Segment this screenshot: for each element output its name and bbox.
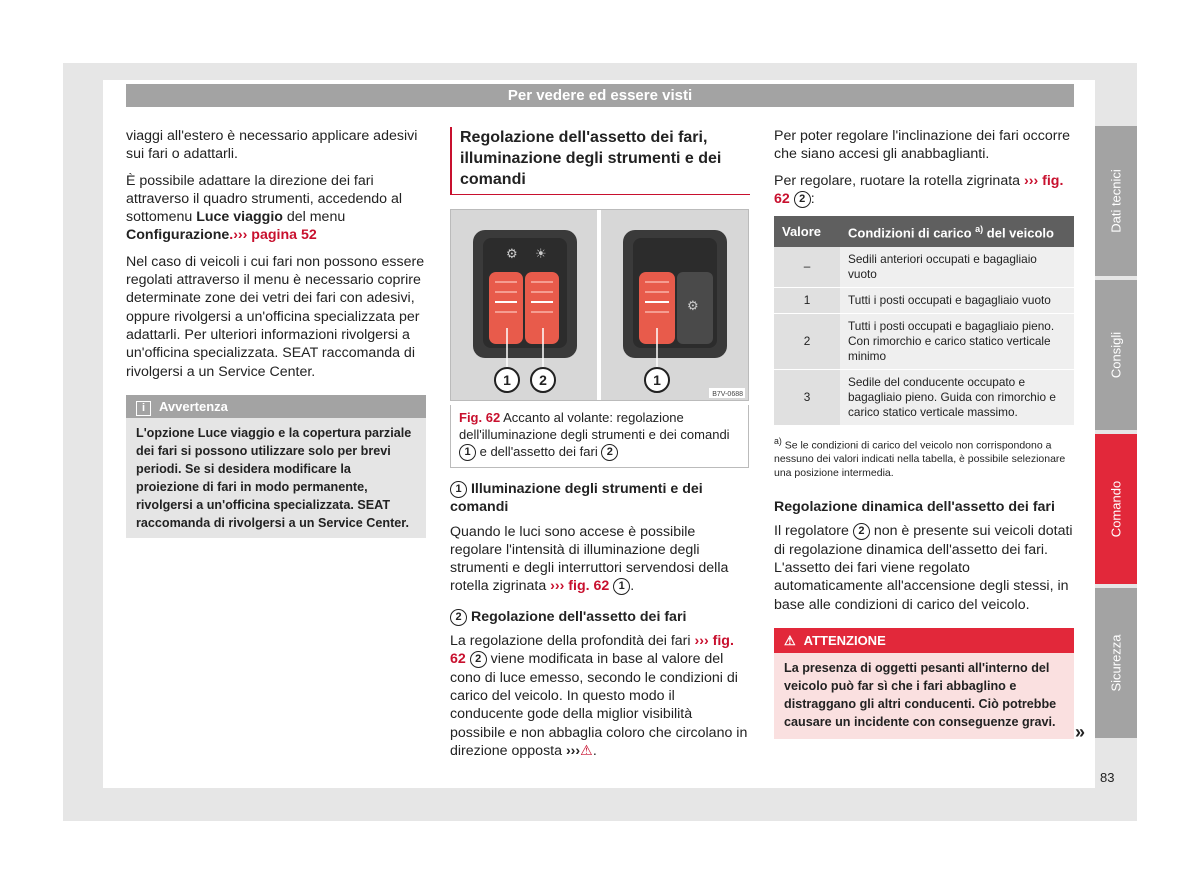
svg-text:☀: ☀ (535, 247, 547, 262)
table-header-conditions: Condizioni di carico $^{a)}$ del veicolo (840, 216, 1074, 246)
figure-label: Fig. 62 (459, 410, 501, 425)
text: Il regolatore (774, 523, 853, 540)
warning-header (774, 628, 1074, 653)
text: Illuminazione degli strumenti e dei comandi (450, 481, 703, 516)
text: non è presente sui veicoli dotati di regolazione dinamica dell'assetto dei fari. L'assetto dei fari viene regolato automaticamente all'accensione degli stessi, in base alle condizioni di carico del veicolo. (774, 523, 1073, 613)
paragraph: viaggi all'estero è necessario applicare adesivi sui fari o adattarli. (126, 128, 418, 163)
table-cell: 3 (774, 369, 840, 425)
column-middle (450, 127, 750, 768)
callout-2: 2 (539, 372, 547, 388)
paragraph: Il regolatore 2 non è presente sui veicoli dotati di regolazione dinamica dell'assetto dei fari. L'assetto dei fari viene regolato automaticamente all'accensione degli stessi, in base alle condizioni di carico del veicolo. (774, 523, 1073, 613)
figure-code: B7V-0688 (712, 391, 743, 398)
table-cell: – (774, 247, 840, 288)
menu-name: Luce viaggio (196, 209, 283, 226)
section-title: Regolazione dell'assetto dei fari, illuminazione degli strumenti e dei comandi (450, 127, 750, 195)
warning-triangle-icon: ⚠ (580, 742, 593, 759)
warning-title: ATTENZIONE (803, 632, 886, 648)
warning-box (774, 628, 1074, 739)
figure-reference-link[interactable]: ››› fig. 62 (774, 172, 1064, 207)
text: La regolazione della profondità dei fari (450, 633, 695, 650)
table-row (774, 313, 1074, 369)
figure-caption: Fig. 62 Accanto al volante: regolazione dell'illuminazione degli strumenti e dei comandi 1 e dell'assetto dei fari 2 (450, 405, 749, 468)
table-cell: Tutti i posti occupati e bagagliaio pieno. Con rimorchio e carico statico verticale minimo (840, 313, 1074, 369)
note-box (126, 395, 426, 538)
page-number: 83 (1100, 770, 1115, 785)
paragraph: La regolazione della profondità dei fari ››› fig. 62 2 viene modificata in base al valore del cono di luce emesso, secondo le condizioni di carico del veicolo. In questo modo il conducente gode della miglior visibilità possibile e non abbaglia coloro che circolano in direzione opposta ›››⚠. (450, 633, 748, 759)
note-text: L'opzione Luce viaggio e la copertura parziale dei fari si possono utilizzare solo per brevi periodi. Se si desidera modificare la proiezione di fari in modo permanente, rivolgersi a un'officina specializzata. SEAT raccomanda di rivolgersi a un Service Center. (136, 425, 412, 530)
column-left (126, 127, 426, 538)
footnote-mark: a) (774, 435, 782, 446)
table-row (774, 369, 1074, 425)
text: Quando le luci sono accese è possibile regolare l'intensità di illuminazione degli strumenti e degli interruttori servendosi della rotella zigrinata (450, 523, 729, 595)
note-title: Avvertenza (159, 398, 228, 414)
table-cell: Sedile del conducente occupato e bagagliaio pieno. Guida con rimorchio e carico statico verticale massimo. (840, 369, 1074, 425)
paragraph: Nel caso di veicoli i cui fari non possono essere regolati attraverso il menu è necessario coprire determinate zone dei vetri dei fari con adesivi, oppure rivolgersi a un'officina specializzata per adattarli. Per ulteriori informazioni rivolgersi a un'officina specializzata. SEAT raccomanda di rivolgersi a un Service Center. (126, 253, 425, 380)
subsection-heading: 1 Illuminazione degli strumenti e dei comandi (450, 481, 703, 516)
table-cell: 2 (774, 313, 840, 369)
continue-arrow-icon: » (1075, 722, 1086, 742)
note-header (126, 395, 426, 418)
tab-sicurezza[interactable]: Sicurezza (1095, 588, 1137, 738)
text: Se le condizioni di carico del veicolo non corrispondono a nessuno dei valori indicati nella tabella, è possibile selezionare una posizione intermedia. (774, 439, 1066, 480)
figure-reference-link[interactable]: ››› fig. 62 (550, 578, 610, 595)
text: Accanto al volante: regolazione dell'illuminazione degli strumenti e dei comandi (459, 410, 730, 442)
table-row (774, 247, 1074, 288)
info-icon: i (136, 401, 151, 416)
callout-1-right: 1 (653, 372, 661, 388)
figure-62 (450, 209, 749, 401)
callout-1: 1 (503, 372, 511, 388)
page-header: Per vedere ed essere visti (126, 84, 1074, 107)
page-reference-link[interactable]: .››› pagina 52 (229, 227, 317, 244)
paragraph: Per regolare, ruotare la rotella zigrinata ››› fig. 62 2 : (774, 172, 1064, 207)
text: Regolazione dell'assetto dei fari (470, 608, 687, 625)
table-cell: Tutti i posti occupati e bagagliaio vuoto (840, 287, 1074, 313)
text: e dell'assetto dei fari (476, 444, 602, 459)
column-right (774, 127, 1074, 739)
paragraph: Per poter regolare l'inclinazione dei fari occorre che siano accesi gli anabbaglianti. (774, 128, 1071, 163)
subsection-heading: 2 Regolazione dell'assetto dei fari (450, 608, 750, 626)
paragraph (126, 172, 426, 245)
tab-dati-tecnici[interactable]: Dati tecnici (1095, 126, 1137, 276)
reference-arrows: ››› (565, 742, 581, 759)
table-footnote (774, 434, 1074, 481)
tab-consigli[interactable]: Consigli (1095, 280, 1137, 430)
text: del menu (282, 209, 346, 226)
load-conditions-table (774, 216, 1074, 425)
menu-name: Configurazione (126, 227, 230, 244)
table-cell: 1 (774, 287, 840, 313)
warning-triangle-icon: ⚠ (784, 632, 796, 648)
tab-comando[interactable]: Comando (1095, 434, 1137, 584)
table-cell: Sedili anteriori occupati e bagagliaio vuoto (840, 247, 1074, 288)
svg-text:⚙: ⚙ (687, 299, 699, 314)
text: viene modificata in base al valore del cono di luce emesso, secondo le condizioni di carico del veicolo. In questo modo il conducente gode della miglior visibilità possibile e non abbaglia coloro che circolano in direzione opposta (450, 651, 748, 759)
warning-text: La presenza di oggetti pesanti all'interno del veicolo può far sì che i fari abbaglino e distraggano gli altri conducenti. Ciò potrebbe causare un incidente con conseguenze gravi. (784, 660, 1057, 729)
table-header-value: Valore (774, 216, 840, 246)
figure-reference-link[interactable]: ››› fig. 62 (450, 633, 734, 668)
subsection-heading: Regolazione dinamica dell'assetto dei fari (774, 499, 1055, 516)
headlight-controls-illustration (451, 210, 748, 400)
table-row (774, 287, 1074, 313)
text: Per regolare, ruotare la rotella zigrinata (774, 172, 1024, 189)
paragraph: Quando le luci sono accese è possibile regolare l'intensità di illuminazione degli strumenti e degli interruttori servendosi della rotella zigrinata ››› fig. 62 1 . (450, 523, 729, 595)
text: È possibile adattare la direzione dei fari attraverso il quadro strumenti, accedendo al sottomenu (126, 172, 403, 226)
svg-text:⚙: ⚙ (506, 247, 518, 262)
